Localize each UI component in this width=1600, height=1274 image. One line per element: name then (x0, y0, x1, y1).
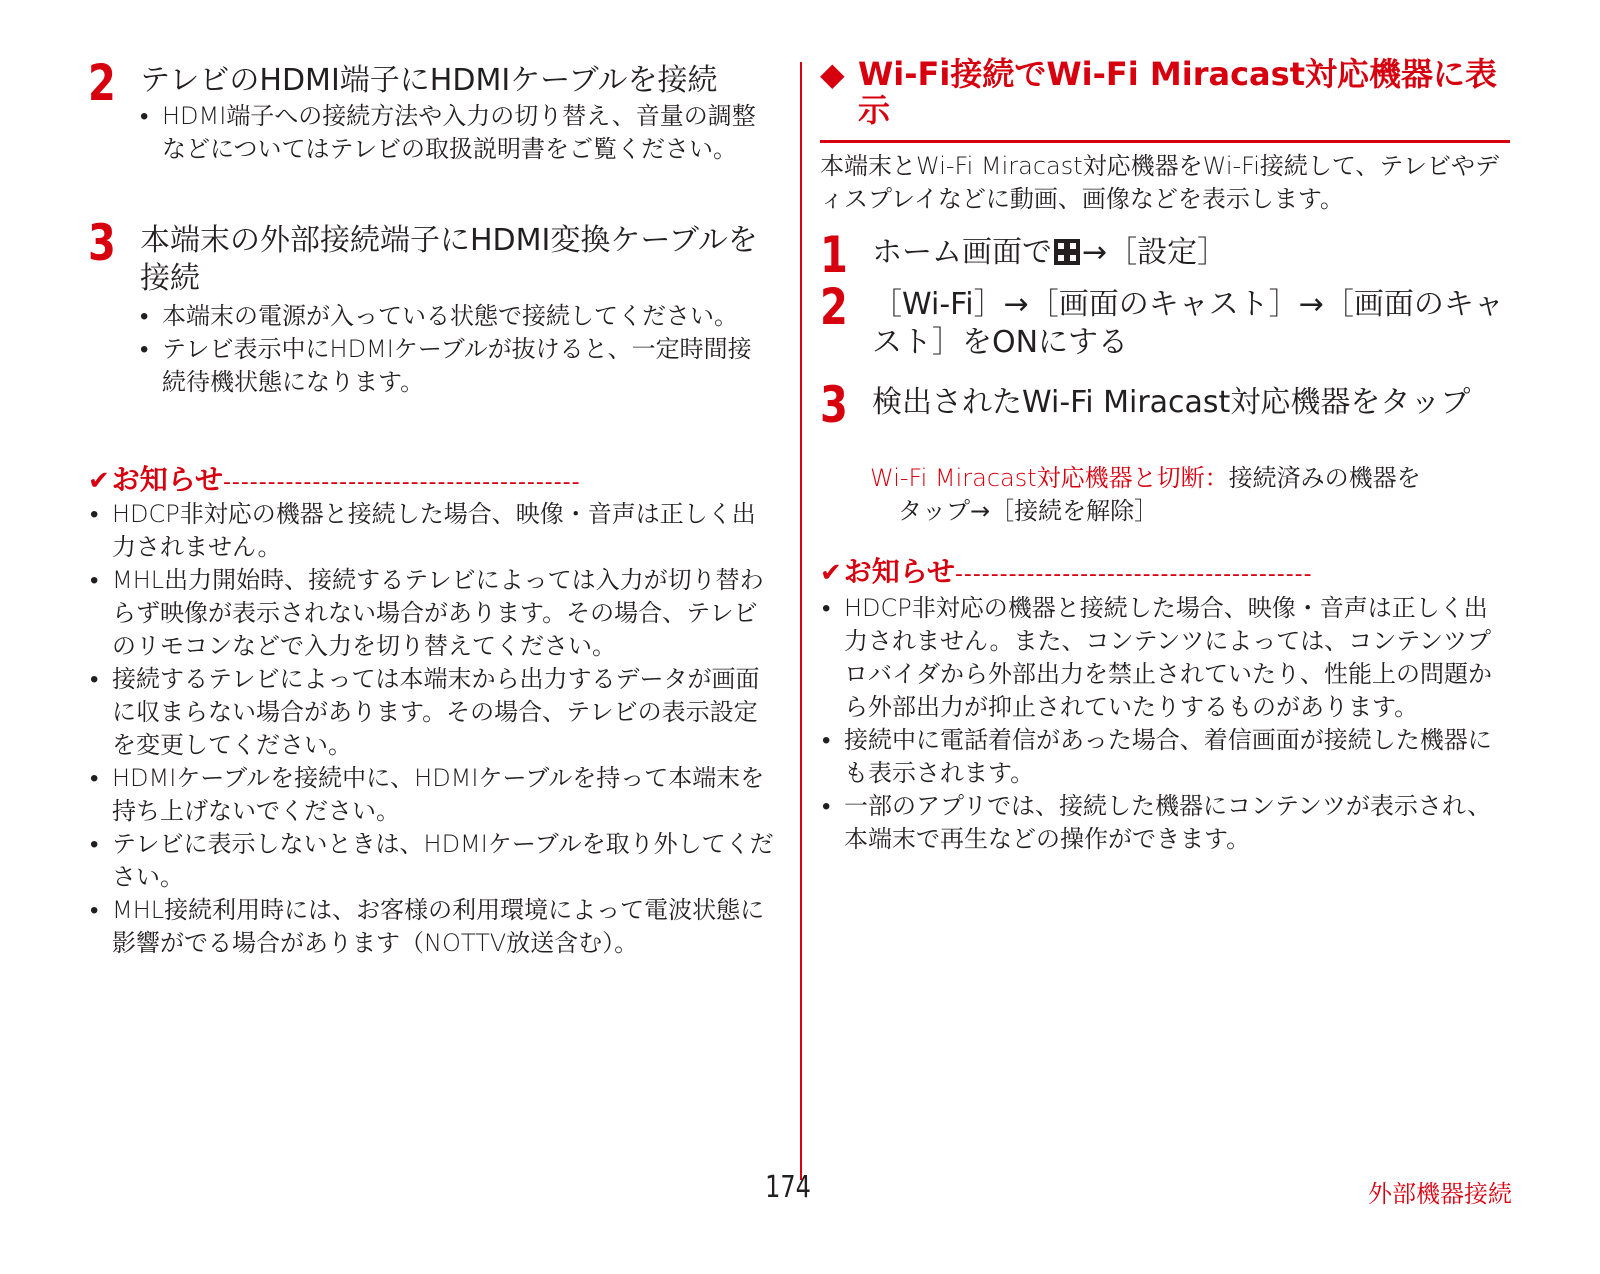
disconnect-label: Wi-Fi Miracast対応機器と切断： (870, 464, 1229, 492)
step-number: 1 (820, 226, 848, 284)
notice-item: • MHL接続利用時には、お客様の利用環境によって電波状態に影響がでる場合があります（NOTTV放送含む）。 (88, 894, 778, 960)
notice-item: • 接続中に電話着信があった場合、着信画面が接続した機器にも表示されます。 (820, 724, 1510, 790)
disconnect-text: 接続済みの機器を (1228, 464, 1421, 492)
step-title: 本端末の外部接続端子にHDMI変換ケーブルを接続 (140, 223, 758, 296)
notice-heading (820, 552, 1520, 592)
step-bullets (138, 100, 768, 166)
column-divider (800, 62, 802, 1180)
step-number: 3 (820, 376, 848, 434)
dashed-rule: ---------------------------------------- (954, 562, 1313, 587)
notice-title: お知らせ (111, 463, 223, 496)
bullet-item: • 本端末の電源が入っている状態で接続してください。 (138, 300, 768, 333)
step-title: テレビのHDMI端子にHDMIケーブルを接続 (140, 63, 718, 98)
section-intro: 本端末とWi-Fi Miracast対応機器をWi-Fi接続して、テレビやディスプレイなどに動画、画像などを表示します。 (820, 152, 1499, 213)
step-number: 2 (88, 54, 116, 112)
notice-item: • 一部のアプリでは、接続した機器にコンテンツが表示され、本端末で再生などの操作ができます。 (820, 790, 1510, 856)
disconnect-text-cont: タップ→［接続を解除］ (898, 497, 1159, 525)
apps-grid-icon (1054, 239, 1080, 265)
section-rule (820, 140, 1510, 143)
section-title (820, 56, 1520, 128)
step-title-before: ホーム画面で (872, 235, 1052, 270)
notice-item: • テレビに表示しないときは、HDMIケーブルを取り外してください。 (88, 828, 778, 894)
notice-item: • HDMIケーブルを接続中に、HDMIケーブルを持って本端末を持ち上げないでください。 (88, 762, 778, 828)
disconnect-note (870, 462, 1510, 528)
notice-item: • HDCP非対応の機器と接続した場合、映像・音声は正しく出力されません。また、コンテンツによっては、コンテンツプロバイダから外部出力を禁止されていたり、性能上の問題から外部出力が抑止されていたりするものがあります。 (820, 592, 1510, 724)
notice-item: • 接続するテレビによっては本端末から出力するデータが画面に収まらない場合があります。その場合、テレビの表示設定を変更してください。 (88, 663, 778, 762)
bullet-item: • テレビ表示中にHDMIケーブルが抜けると、一定時間接続待機状態になります。 (138, 333, 768, 399)
notice-item: • HDCP非対応の機器と接続した場合、映像・音声は正しく出力されません。 (88, 498, 778, 564)
notice-list (88, 498, 778, 960)
page-number: 174 (765, 1170, 811, 1205)
step-number: 3 (88, 214, 116, 272)
step-title (872, 234, 1512, 272)
notice-item: • MHL出力開始時、接続するテレビによっては入力が切り替わらず映像が表示されない場合があります。その場合、テレビのリモコンなどで入力を切り替えてください。 (88, 564, 778, 663)
check-icon: ✔ (820, 558, 842, 588)
diamond-icon: ◆ (820, 55, 845, 93)
step-number: 2 (820, 278, 848, 336)
step-bullets (138, 300, 768, 399)
step-title-after: →［設定］ (1082, 235, 1228, 270)
dashed-rule: ---------------------------------------- (222, 470, 581, 495)
notice-list (820, 592, 1510, 856)
check-icon: ✔ (88, 466, 110, 496)
section-title-text: Wi-Fi接続でWi-Fi Miracast対応機器に表示 (858, 55, 1497, 129)
notice-heading (88, 460, 788, 500)
notice-title: お知らせ (843, 555, 955, 588)
footer-section-name: 外部機器接続 (1368, 1180, 1512, 1208)
bullet-item: • HDMI端子への接続方法や入力の切り替え、音量の調整などについてはテレビの取扱説明書をご覧ください。 (138, 100, 768, 166)
step-title: ［Wi-Fi］→［画面のキャスト］→［画面のキャスト］をONにする (872, 287, 1504, 360)
step-title: 検出されたWi-Fi Miracast対応機器をタップ (872, 385, 1471, 420)
